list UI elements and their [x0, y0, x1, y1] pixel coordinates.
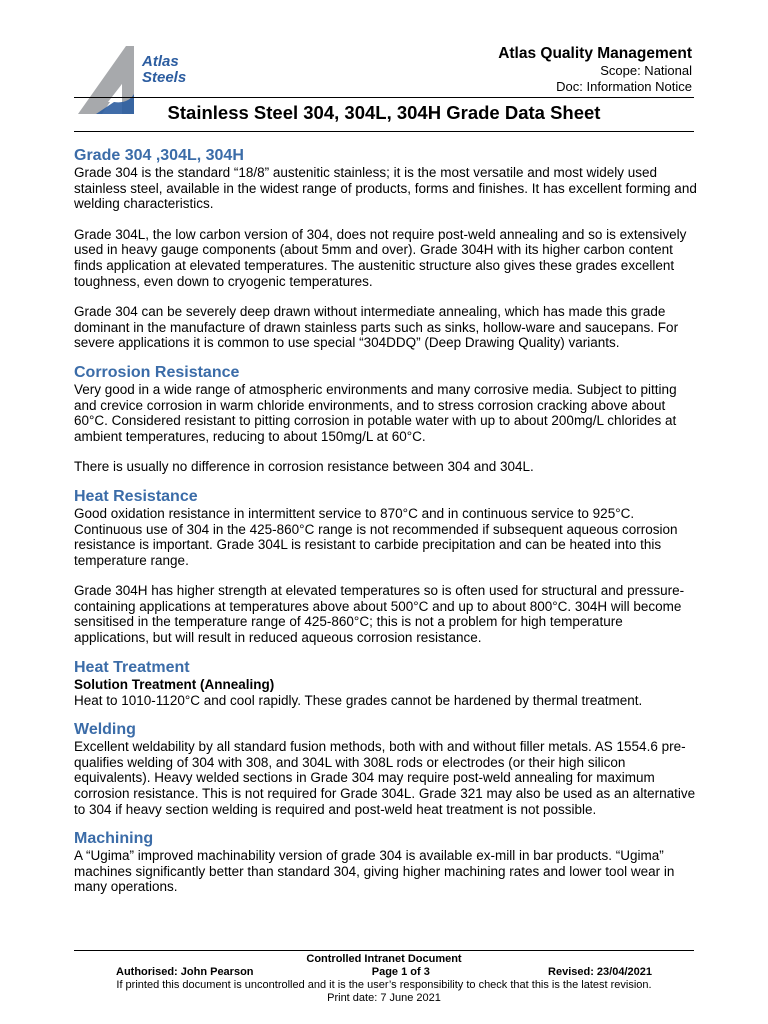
- page-number: Page 1 of 3: [371, 966, 430, 978]
- section-subheading: Solution Treatment (Annealing): [74, 676, 275, 692]
- section-heading: Machining: [74, 830, 154, 848]
- footer-meta-row: [74, 966, 694, 979]
- section-corrosion-resistance: [74, 363, 698, 475]
- print-date: Print date: 7 June 2021: [327, 992, 441, 1004]
- uncontrolled-notice: If printed this document is uncontrolled and it is the user’s responsibility to check that this is the latest revision.: [116, 979, 652, 991]
- document-header: [498, 44, 692, 95]
- paragraph: Grade 304 is the standard “18/8” austenitic stainless; it is the most versatile and most widely used stainless steel, available in the widest range of products, forms and finishes. It has excellent forming and welding characteristics.: [74, 165, 697, 212]
- paragraph: Excellent weldability by all standard fusion methods, both with and without filler metals. AS 1554.6 pre-qualifies welding of 304 with 308, and 304L with 308L rods or electrodes (or their high silicon equivalents). Heavy welded sections in Grade 304 may require post-weld annealing for maximum corrosion resistance. This is not required for Grade 304L. Grade 321 may also be used as an alternative to 304 if heavy section welding is required and post-weld heat treatment is not possible.: [74, 739, 696, 817]
- header-rule-bottom: [74, 131, 694, 132]
- section-heading: Welding: [74, 721, 136, 739]
- document-title: Stainless Steel 304, 304L, 304H Grade Data Sheet: [167, 102, 601, 123]
- paragraph: A “Ugima” improved machinability version of grade 304 is available ex-mill in bar products. “Ugima” machines significantly better than standard 304, giving higher machining rates and lower tool wear in many operations.: [74, 848, 675, 895]
- document-body: [74, 146, 698, 895]
- header-rule-top: [74, 97, 694, 98]
- footer-rule: [74, 950, 694, 951]
- section-welding: [74, 720, 698, 817]
- section-heading: Corrosion Resistance: [74, 363, 240, 381]
- section-heading: Grade 304 ,304L, 304H: [74, 147, 244, 164]
- paragraph: Good oxidation resistance in intermittent service to 870°C and in continuous service to 925°C. Continuous use of 304 in the 425-860°C range is not recommended if subsequent aqueous corrosion resistance is important. Grade 304L is resistant to carbide precipitation and can be heated into this temperature range.: [74, 505, 678, 568]
- section-heading: Heat Resistance: [74, 487, 198, 505]
- svg-text:Atlas: Atlas: [142, 53, 179, 70]
- section-heat-resistance: [74, 487, 698, 646]
- organisation-name: Atlas Quality Management: [498, 45, 692, 62]
- section-heading: Heat Treatment: [74, 658, 190, 676]
- section-heat-treatment: [74, 658, 698, 709]
- svg-text:Steels: Steels: [142, 69, 187, 86]
- paragraph: Grade 304 can be severely deep drawn without intermediate annealing, which has made this grade dominant in the manufacture of drawn stainless parts such as sinks, hollow-ware and saucepans. For severe applications it is common to use special “304DDQ” (Deep Drawing Quality) variants.: [74, 304, 679, 351]
- paragraph: Grade 304H has higher strength at elevated temperatures so is often used for structural and pressure-containing applications at temperatures above about 500°C and up to about 800°C. 304H will become sensitised in the temperature range of 425-860°C; this is not a problem for high temperature applications, but will result in reduced aqueous corrosion resistance.: [74, 583, 685, 646]
- section-machining: [74, 829, 698, 895]
- paragraph: Grade 304L, the low carbon version of 304, does not require post-weld annealing and so is extensively used in heavy gauge components (about 5mm and over). Grade 304H with its higher carbon content finds application at elevated temperatures. The austenitic structure also gives these grades excellent toughness, even down to cryogenic temperatures.: [74, 226, 687, 289]
- paragraph: There is usually no difference in corrosion resistance between 304 and 304L.: [74, 459, 534, 475]
- paragraph: Very good in a wide range of atmospheric environments and many corrosive media. Subject to pitting and crevice corrosion in warm chloride environments, and to stress corrosion cracking above about 60°C. Considered resistant to pitting corrosion in potable water with up to about 200mg/L chlorides at ambient temperatures, reducing to about 150mg/L at 60°C.: [74, 381, 677, 444]
- section-grade: [74, 146, 698, 351]
- controlled-document-label: Controlled Intranet Document: [306, 953, 462, 965]
- revised-date: Revised: 23/04/2021: [548, 966, 652, 978]
- authorised-by: Authorised: John Pearson: [116, 966, 254, 978]
- paragraph: Heat to 1010-1120°C and cool rapidly. These grades cannot be hardened by thermal treatment.: [74, 692, 643, 708]
- doc-type-label: Doc: Information Notice: [556, 79, 692, 94]
- scope-label: Scope: National: [600, 63, 692, 78]
- document-footer: [74, 953, 694, 1005]
